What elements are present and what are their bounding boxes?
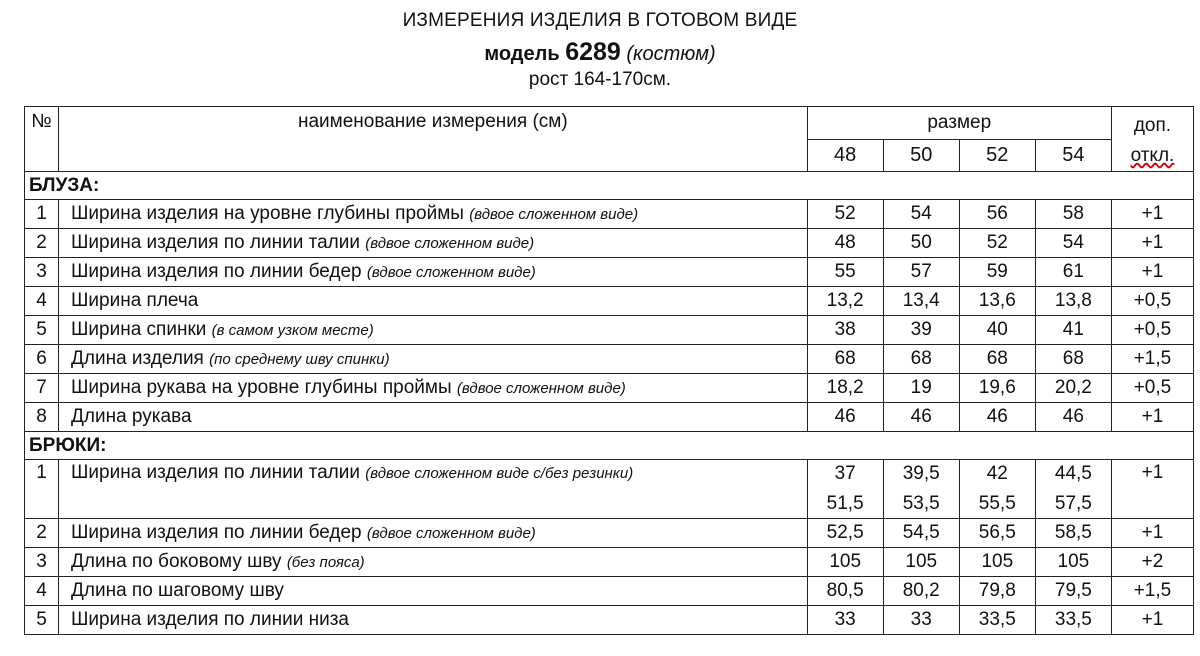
measurement-note: (вдвое сложенном виде)	[365, 235, 535, 252]
measurement-label: Ширина изделия по линии талии	[71, 232, 360, 253]
model-label: модель	[484, 43, 560, 65]
section-row	[25, 432, 1194, 460]
size-value: 105	[807, 548, 883, 577]
value-stack	[960, 461, 1035, 517]
size-value: 79,5	[1035, 577, 1111, 606]
tolerance-value: +1	[1111, 403, 1193, 432]
measurement-label: Ширина изделия на уровне глубины проймы	[71, 203, 464, 224]
measurement-label: Длина рукава	[71, 406, 192, 427]
size-value: 13,2	[807, 287, 883, 316]
measurement-label: Длина по шаговому шву	[71, 580, 284, 601]
size-header: 52	[959, 139, 1035, 172]
value-primary: 42	[986, 463, 1008, 484]
measurement-name	[59, 345, 808, 374]
height-range: рост 164-170см.	[528, 69, 672, 90]
table-row	[25, 287, 1194, 316]
measurement-label: Длина по боковому шву	[71, 551, 282, 572]
measurement-label: Ширина изделия по линии низа	[71, 609, 349, 630]
measurement-name	[59, 460, 808, 519]
measurement-name	[59, 229, 808, 258]
tolerance-value: +1	[1111, 519, 1193, 548]
size-value: 54,5	[883, 519, 959, 548]
measurement-note: (вдвое сложенном виде с/без резинки)	[365, 465, 634, 482]
size-value: 19,6	[959, 374, 1035, 403]
header-measurement-name: наименование измерения (см)	[59, 107, 808, 172]
tolerance-value: +1,5	[1111, 345, 1193, 374]
size-value: 59	[959, 258, 1035, 287]
size-value: 50	[883, 229, 959, 258]
size-value: 105	[959, 548, 1035, 577]
row-number: 3	[25, 548, 59, 577]
section-title: БРЮКИ:	[25, 432, 1194, 460]
size-header: 48	[807, 139, 883, 172]
size-value: 56,5	[959, 519, 1035, 548]
row-number: 4	[25, 577, 59, 606]
measurement-name	[59, 287, 808, 316]
measurement-label: Ширина рукава на уровне глубины проймы	[71, 377, 452, 398]
size-value: 58,5	[1035, 519, 1111, 548]
row-number: 8	[25, 403, 59, 432]
measurement-note: (вдвое сложенном виде)	[456, 380, 626, 397]
table-row	[25, 460, 1194, 519]
size-value: 46	[1035, 403, 1111, 432]
header-size: размер	[807, 107, 1111, 140]
size-value: 18,2	[807, 374, 883, 403]
size-value: 57	[883, 258, 959, 287]
row-number: 2	[25, 519, 59, 548]
measurement-label: Ширина изделия по линии бедер	[71, 261, 362, 282]
tolerance-value: +0,5	[1111, 287, 1193, 316]
size-value: 54	[883, 200, 959, 229]
value-secondary: 55,5	[978, 493, 1016, 514]
measurement-label: Ширина изделия по линии бедер	[71, 522, 362, 543]
table-row	[25, 403, 1194, 432]
table-row	[25, 258, 1194, 287]
size-value: 52	[959, 229, 1035, 258]
size-value: 33	[883, 606, 959, 635]
row-number: 1	[25, 200, 59, 229]
size-value: 79,8	[959, 577, 1035, 606]
measurement-label: Ширина плеча	[71, 290, 199, 311]
size-value: 55	[807, 258, 883, 287]
size-header: 50	[883, 139, 959, 172]
size-value: 58	[1035, 200, 1111, 229]
value-secondary: 57,5	[1054, 493, 1092, 514]
size-value: 13,4	[883, 287, 959, 316]
measurement-name	[59, 403, 808, 432]
value-stack	[884, 461, 959, 517]
size-value: 54	[1035, 229, 1111, 258]
measurement-name	[59, 577, 808, 606]
size-value: 20,2	[1035, 374, 1111, 403]
size-value: 38	[807, 316, 883, 345]
measurement-name	[59, 548, 808, 577]
measurement-label: Ширина спинки	[71, 319, 207, 340]
size-value: 33,5	[959, 606, 1035, 635]
size-value: 56	[959, 200, 1035, 229]
measurement-name	[59, 316, 808, 345]
measurement-note: (без пояса)	[286, 554, 365, 571]
model-note: (костюм)	[626, 43, 716, 65]
table-row	[25, 374, 1194, 403]
table-row	[25, 548, 1194, 577]
value-primary: 44,5	[1054, 463, 1092, 484]
measurement-name	[59, 258, 808, 287]
size-value: 40	[959, 316, 1035, 345]
row-number: 2	[25, 229, 59, 258]
size-value: 80,2	[883, 577, 959, 606]
size-value: 68	[807, 345, 883, 374]
table-row	[25, 519, 1194, 548]
header-tolerance-line2: откл.	[1130, 145, 1175, 166]
measurement-note: (по среднему шву спинки)	[209, 351, 390, 368]
value-stack	[1036, 461, 1111, 517]
measurement-name	[59, 374, 808, 403]
tolerance-value: +1	[1111, 460, 1193, 519]
row-number: 5	[25, 316, 59, 345]
value-stack	[808, 461, 883, 517]
size-value: 41	[1035, 316, 1111, 345]
size-value	[807, 460, 883, 519]
table-row	[25, 200, 1194, 229]
size-value: 61	[1035, 258, 1111, 287]
measurement-name	[59, 606, 808, 635]
section-row	[25, 172, 1194, 200]
section-title: БЛУЗА:	[25, 172, 1194, 200]
size-value: 46	[883, 403, 959, 432]
size-value	[959, 460, 1035, 519]
size-value: 105	[883, 548, 959, 577]
table-row	[25, 606, 1194, 635]
row-number: 6	[25, 345, 59, 374]
model-number: 6289	[565, 38, 621, 66]
row-number: 4	[25, 287, 59, 316]
size-value: 80,5	[807, 577, 883, 606]
tolerance-value: +2	[1111, 548, 1193, 577]
size-value: 68	[959, 345, 1035, 374]
row-number: 3	[25, 258, 59, 287]
measurement-name	[59, 519, 808, 548]
size-value: 19	[883, 374, 959, 403]
size-header: 54	[1035, 139, 1111, 172]
size-value: 68	[883, 345, 959, 374]
size-value: 33	[807, 606, 883, 635]
size-value: 33,5	[1035, 606, 1111, 635]
row-number: 7	[25, 374, 59, 403]
size-value: 48	[807, 229, 883, 258]
value-primary: 37	[834, 463, 856, 484]
tolerance-value: +0,5	[1111, 316, 1193, 345]
size-value: 13,6	[959, 287, 1035, 316]
size-value	[883, 460, 959, 519]
size-value: 39	[883, 316, 959, 345]
row-number: 5	[25, 606, 59, 635]
document-header	[0, 0, 1200, 92]
tolerance-value: +1,5	[1111, 577, 1193, 606]
value-primary: 39,5	[902, 463, 940, 484]
tolerance-value: +0,5	[1111, 374, 1193, 403]
tolerance-value: +1	[1111, 200, 1193, 229]
size-value: 52,5	[807, 519, 883, 548]
measurement-note: (в самом узком месте)	[211, 322, 374, 339]
tolerance-value: +1	[1111, 229, 1193, 258]
size-value: 52	[807, 200, 883, 229]
measurement-note: (вдвое сложенном виде)	[366, 264, 536, 281]
measurements-body	[25, 172, 1194, 635]
header-number: №	[25, 107, 59, 172]
model-line	[0, 36, 1200, 68]
header-tolerance	[1111, 107, 1193, 172]
value-secondary: 51,5	[826, 493, 864, 514]
size-value: 105	[1035, 548, 1111, 577]
measurements-table	[24, 106, 1194, 635]
size-value: 13,8	[1035, 287, 1111, 316]
table-row	[25, 229, 1194, 258]
size-value: 46	[807, 403, 883, 432]
measurement-label: Ширина изделия по линии талии	[71, 462, 360, 483]
document-title: ИЗМЕРЕНИЯ ИЗДЕЛИЯ В ГОТОВОМ ВИДЕ	[402, 10, 798, 31]
tolerance-value: +1	[1111, 258, 1193, 287]
size-value	[1035, 460, 1111, 519]
measurement-note: (вдвое сложенном виде)	[366, 525, 536, 542]
table-row	[25, 345, 1194, 374]
table-row	[25, 577, 1194, 606]
value-secondary: 53,5	[902, 493, 940, 514]
row-number: 1	[25, 460, 59, 519]
tolerance-value: +1	[1111, 606, 1193, 635]
measurement-label: Длина изделия	[71, 348, 204, 369]
size-value: 68	[1035, 345, 1111, 374]
header-tolerance-line1: доп.	[1133, 115, 1172, 136]
size-value: 46	[959, 403, 1035, 432]
measurement-note: (вдвое сложенном виде)	[469, 206, 639, 223]
table-row	[25, 316, 1194, 345]
measurement-name	[59, 200, 808, 229]
